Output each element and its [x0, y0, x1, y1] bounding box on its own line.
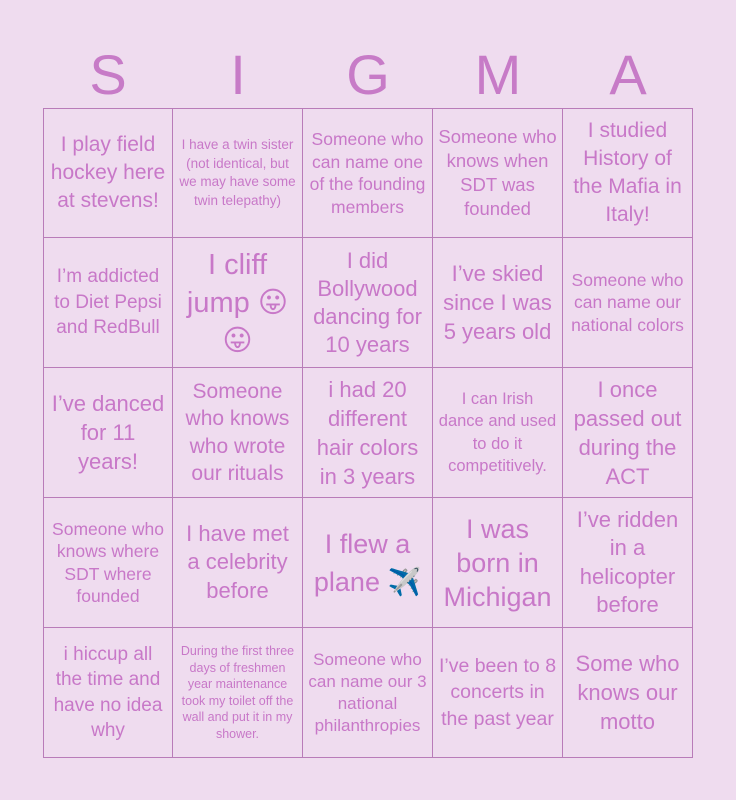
- cell-text: I’ve danced for 11 years!: [51, 391, 165, 474]
- bingo-board: [43, 108, 693, 758]
- cell-text: Someone who knows where SDT where founded: [52, 518, 164, 606]
- cell-text: I’m addicted to Diet Pepsi and RedBull: [54, 266, 162, 339]
- bingo-cell[interactable]: [563, 498, 693, 628]
- cell-text: I have a twin sister (not identical, but we may have some twin telepathy): [179, 137, 296, 208]
- cell-text: I’ve ridden in a helicopter before: [576, 506, 679, 617]
- cell-text: Someone who knows when SDT was founded: [438, 126, 557, 219]
- cell-text: I was born in Michigan: [443, 513, 552, 612]
- cell-text: I play field hockey here at stevens!: [50, 133, 166, 212]
- bingo-cell[interactable]: [563, 628, 693, 758]
- bingo-cell[interactable]: [433, 108, 563, 238]
- header-letter-a: A: [609, 43, 647, 106]
- cell-text: I’ve been to 8 concerts in the past year: [438, 654, 557, 730]
- bingo-cell[interactable]: [173, 108, 303, 238]
- header-letter-g: G: [346, 43, 390, 106]
- bingo-cell[interactable]: [433, 498, 563, 628]
- bingo-cell[interactable]: [303, 628, 433, 758]
- bingo-cell[interactable]: [433, 238, 563, 368]
- cell-text: Someone who knows who wrote our rituals: [185, 379, 290, 485]
- bingo-cell[interactable]: [563, 238, 693, 368]
- bingo-cell[interactable]: [433, 628, 563, 758]
- cell-text: I’ve skied since I was 5 years old: [443, 261, 552, 344]
- cell-text: During the first three days of freshmen year maintenance took my toilet off the wall and put it in my shower.: [180, 644, 295, 741]
- bingo-cell[interactable]: [563, 368, 693, 498]
- header-letter-i: I: [230, 43, 246, 106]
- bingo-cell[interactable]: [303, 498, 433, 628]
- bingo-header: [43, 42, 693, 108]
- bingo-cell[interactable]: [433, 368, 563, 498]
- cell-text: Someone who can name our 3 national philanthropies: [308, 649, 427, 735]
- cell-text: i hiccup all the time and have no idea why: [53, 643, 163, 741]
- bingo-cell[interactable]: [43, 368, 173, 498]
- cell-text: Some who knows our motto: [575, 651, 680, 734]
- header-letter-m: M: [474, 43, 522, 106]
- cell-text: I did Bollywood dancing for 10 years: [313, 247, 422, 357]
- header-letter-s: S: [89, 43, 127, 106]
- bingo-cell[interactable]: [173, 368, 303, 498]
- bingo-cell[interactable]: [303, 238, 433, 368]
- cell-text: Someone who can name our national colors: [571, 269, 684, 335]
- cell-text: I can Irish dance and used to do it competitively.: [438, 389, 557, 475]
- bingo-cell[interactable]: [43, 628, 173, 758]
- cell-text: I studied History of the Mafia in Italy!: [573, 119, 682, 226]
- bingo-cell[interactable]: [43, 498, 173, 628]
- bingo-cell[interactable]: [43, 238, 173, 368]
- cell-text: i had 20 different hair colors in 3 years: [316, 376, 419, 489]
- bingo-cell[interactable]: [303, 108, 433, 238]
- bingo-cell[interactable]: [43, 108, 173, 238]
- bingo-cell[interactable]: [173, 238, 303, 368]
- bingo-cell[interactable]: [173, 628, 303, 758]
- cell-text: I flew a plane ✈️: [313, 528, 422, 597]
- bingo-cell[interactable]: [173, 498, 303, 628]
- bingo-cell[interactable]: [303, 368, 433, 498]
- bingo-cell[interactable]: [563, 108, 693, 238]
- cell-text: I have met a celebrity before: [186, 520, 289, 603]
- cell-text: I once passed out during the ACT: [573, 376, 682, 489]
- cell-text: I cliff jump 😛😛: [186, 248, 289, 357]
- cell-text: Someone who can name one of the founding members: [309, 129, 426, 217]
